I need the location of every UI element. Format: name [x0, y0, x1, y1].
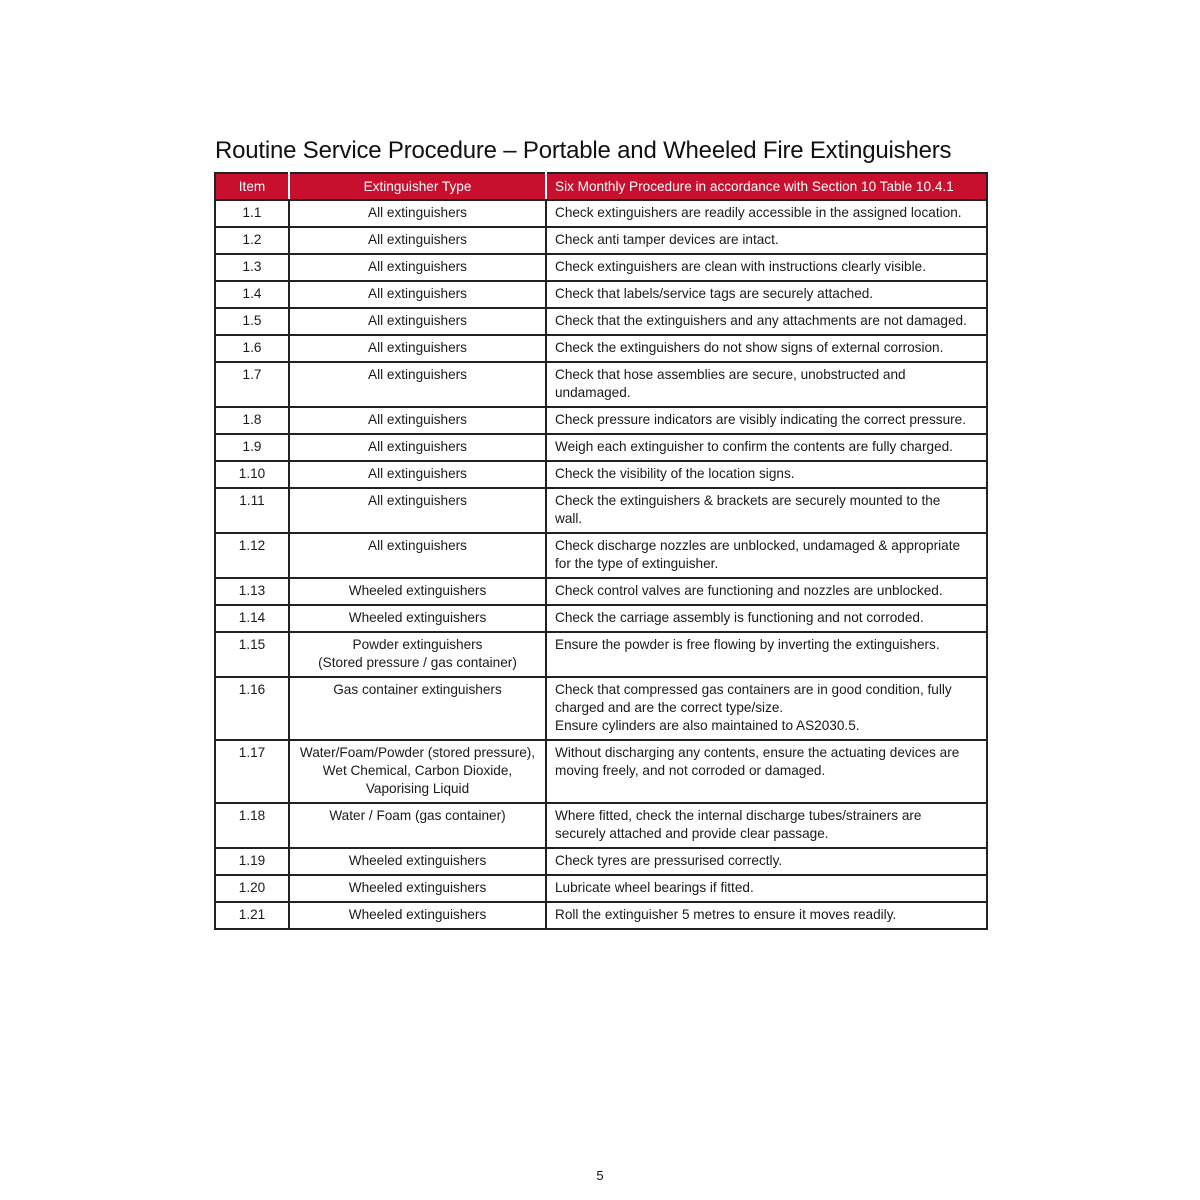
procedure-line: Check that hose assemblies are secure, unobstructed and: [555, 367, 906, 382]
row-item-number: 1.4: [215, 281, 289, 308]
row-extinguisher-type: [289, 875, 546, 902]
type-line: (Stored pressure / gas container): [318, 655, 517, 670]
procedure-line: Check tyres are pressurised correctly.: [555, 853, 783, 868]
procedure-line: for the type of extinguisher.: [555, 556, 719, 571]
row-procedure: [546, 803, 987, 848]
header-item: Item: [215, 173, 289, 200]
procedure-line: Check that the extinguishers and any attachments are not damaged.: [555, 313, 967, 328]
row-procedure: [546, 578, 987, 605]
page-number: 5: [596, 1168, 604, 1183]
row-extinguisher-type: [289, 740, 546, 803]
row-procedure: [546, 632, 987, 677]
table-row: [215, 335, 987, 362]
service-procedure-table: [214, 172, 988, 930]
row-extinguisher-type: [289, 227, 546, 254]
row-item-number: 1.2: [215, 227, 289, 254]
type-line: Wheeled extinguishers: [348, 880, 487, 895]
row-item-number: 1.10: [215, 461, 289, 488]
row-extinguisher-type: [289, 533, 546, 578]
type-line: All extinguishers: [368, 493, 467, 508]
type-line: Wet Chemical, Carbon Dioxide,: [322, 763, 513, 778]
procedure-line: undamaged.: [555, 385, 631, 400]
procedure-line: Ensure cylinders are also maintained to AS2030.5.: [555, 718, 860, 733]
row-procedure: [546, 533, 987, 578]
procedure-line: Check that compressed gas containers are in good condition, fully: [555, 682, 952, 697]
row-extinguisher-type: [289, 605, 546, 632]
row-extinguisher-type: [289, 362, 546, 407]
procedure-line: Check anti tamper devices are intact.: [555, 232, 779, 247]
table-header-row: [215, 173, 987, 200]
row-procedure: [546, 281, 987, 308]
type-line: All extinguishers: [368, 412, 467, 427]
type-line: All extinguishers: [368, 466, 467, 481]
procedure-line: Check that labels/service tags are securely attached.: [555, 286, 874, 301]
row-procedure: [546, 848, 987, 875]
procedure-line: Check extinguishers are readily accessible in the assigned location.: [555, 205, 962, 220]
row-extinguisher-type: [289, 281, 546, 308]
type-line: All extinguishers: [368, 205, 467, 220]
row-procedure: [546, 677, 987, 740]
row-procedure: [546, 875, 987, 902]
type-line: All extinguishers: [368, 232, 467, 247]
row-procedure: [546, 434, 987, 461]
row-extinguisher-type: [289, 677, 546, 740]
row-extinguisher-type: [289, 803, 546, 848]
row-item-number: 1.8: [215, 407, 289, 434]
type-line: All extinguishers: [368, 286, 467, 301]
procedure-line: Check the extinguishers & brackets are securely mounted to the: [555, 493, 941, 508]
procedure-line: wall.: [555, 511, 583, 526]
row-extinguisher-type: [289, 254, 546, 281]
row-item-number: 1.12: [215, 533, 289, 578]
row-extinguisher-type: [289, 848, 546, 875]
row-procedure: [546, 362, 987, 407]
procedure-line: Check discharge nozzles are unblocked, undamaged & appropriate: [555, 538, 961, 553]
row-extinguisher-type: [289, 578, 546, 605]
table-row: [215, 875, 987, 902]
table-row: [215, 308, 987, 335]
row-procedure: [546, 605, 987, 632]
row-item-number: 1.16: [215, 677, 289, 740]
table-row: [215, 362, 987, 407]
type-line: Water / Foam (gas container): [329, 808, 506, 823]
row-extinguisher-type: [289, 488, 546, 533]
row-item-number: 1.21: [215, 902, 289, 929]
type-line: All extinguishers: [368, 340, 467, 355]
header-extinguisher-type: Extinguisher Type: [289, 173, 546, 200]
procedure-line: Check pressure indicators are visibly indicating the correct pressure.: [555, 412, 967, 427]
row-item-number: 1.11: [215, 488, 289, 533]
table-row: [215, 803, 987, 848]
row-item-number: 1.5: [215, 308, 289, 335]
row-extinguisher-type: [289, 200, 546, 227]
row-procedure: [546, 227, 987, 254]
row-extinguisher-type: [289, 308, 546, 335]
row-procedure: [546, 335, 987, 362]
type-line: All extinguishers: [368, 538, 467, 553]
row-procedure: [546, 461, 987, 488]
page-title: Routine Service Procedure – Portable and Wheeled Fire Extinguishers: [215, 137, 952, 165]
row-procedure: [546, 488, 987, 533]
type-line: Wheeled extinguishers: [348, 907, 487, 922]
row-extinguisher-type: [289, 407, 546, 434]
procedure-line: Ensure the powder is free flowing by inverting the extinguishers.: [555, 637, 940, 652]
table-row: [215, 740, 987, 803]
type-line: Vaporising Liquid: [365, 781, 470, 796]
procedure-line: Roll the extinguisher 5 metres to ensure it moves readily.: [555, 907, 897, 922]
procedure-line: Check the carriage assembly is functioning and not corroded.: [555, 610, 924, 625]
procedure-line: moving freely, and not corroded or damaged.: [555, 763, 826, 778]
table-row: [215, 902, 987, 929]
row-procedure: [546, 740, 987, 803]
table-body: [215, 200, 987, 929]
table-row: [215, 578, 987, 605]
row-procedure: [546, 902, 987, 929]
table-row: [215, 677, 987, 740]
type-line: Wheeled extinguishers: [348, 853, 487, 868]
row-extinguisher-type: [289, 335, 546, 362]
row-item-number: 1.19: [215, 848, 289, 875]
row-item-number: 1.18: [215, 803, 289, 848]
table-row: [215, 632, 987, 677]
procedure-line: Lubricate wheel bearings if fitted.: [555, 880, 754, 895]
header-procedure: Six Monthly Procedure in accordance with Section 10 Table 10.4.1: [546, 173, 987, 200]
row-procedure: [546, 254, 987, 281]
row-item-number: 1.1: [215, 200, 289, 227]
procedure-line: Weigh each extinguisher to confirm the contents are fully charged.: [555, 439, 953, 454]
table-row: [215, 254, 987, 281]
row-item-number: 1.9: [215, 434, 289, 461]
procedure-line: Check control valves are functioning and nozzles are unblocked.: [555, 583, 943, 598]
type-line: All extinguishers: [368, 259, 467, 274]
row-item-number: 1.13: [215, 578, 289, 605]
procedure-line: Check the extinguishers do not show signs of external corrosion.: [555, 340, 944, 355]
row-extinguisher-type: [289, 434, 546, 461]
table-row: [215, 227, 987, 254]
type-line: All extinguishers: [368, 367, 467, 382]
row-item-number: 1.20: [215, 875, 289, 902]
table-row: [215, 434, 987, 461]
procedure-line: securely attached and provide clear passage.: [555, 826, 829, 841]
type-line: Wheeled extinguishers: [348, 583, 487, 598]
row-extinguisher-type: [289, 902, 546, 929]
row-item-number: 1.17: [215, 740, 289, 803]
row-procedure: [546, 407, 987, 434]
type-line: All extinguishers: [368, 439, 467, 454]
procedure-line: Check extinguishers are clean with instructions clearly visible.: [555, 259, 926, 274]
type-line: All extinguishers: [368, 313, 467, 328]
table-row: [215, 488, 987, 533]
table-row: [215, 605, 987, 632]
row-extinguisher-type: [289, 461, 546, 488]
table-row: [215, 200, 987, 227]
type-line: Water/Foam/Powder (stored pressure),: [299, 745, 536, 760]
row-item-number: 1.3: [215, 254, 289, 281]
table-row: [215, 533, 987, 578]
procedure-line: charged and are the correct type/size.: [555, 700, 784, 715]
type-line: Powder extinguishers: [352, 637, 483, 652]
table-row: [215, 461, 987, 488]
row-procedure: [546, 308, 987, 335]
table-row: [215, 407, 987, 434]
row-procedure: [546, 200, 987, 227]
table-row: [215, 281, 987, 308]
procedure-line: Check the visibility of the location signs.: [555, 466, 795, 481]
type-line: Wheeled extinguishers: [348, 610, 487, 625]
row-extinguisher-type: [289, 632, 546, 677]
type-line: Gas container extinguishers: [333, 682, 502, 697]
procedure-line: Where fitted, check the internal discharge tubes/strainers are: [555, 808, 922, 823]
row-item-number: 1.15: [215, 632, 289, 677]
procedure-line: Without discharging any contents, ensure the actuating devices are: [555, 745, 960, 760]
row-item-number: 1.6: [215, 335, 289, 362]
table-row: [215, 848, 987, 875]
row-item-number: 1.7: [215, 362, 289, 407]
row-item-number: 1.14: [215, 605, 289, 632]
